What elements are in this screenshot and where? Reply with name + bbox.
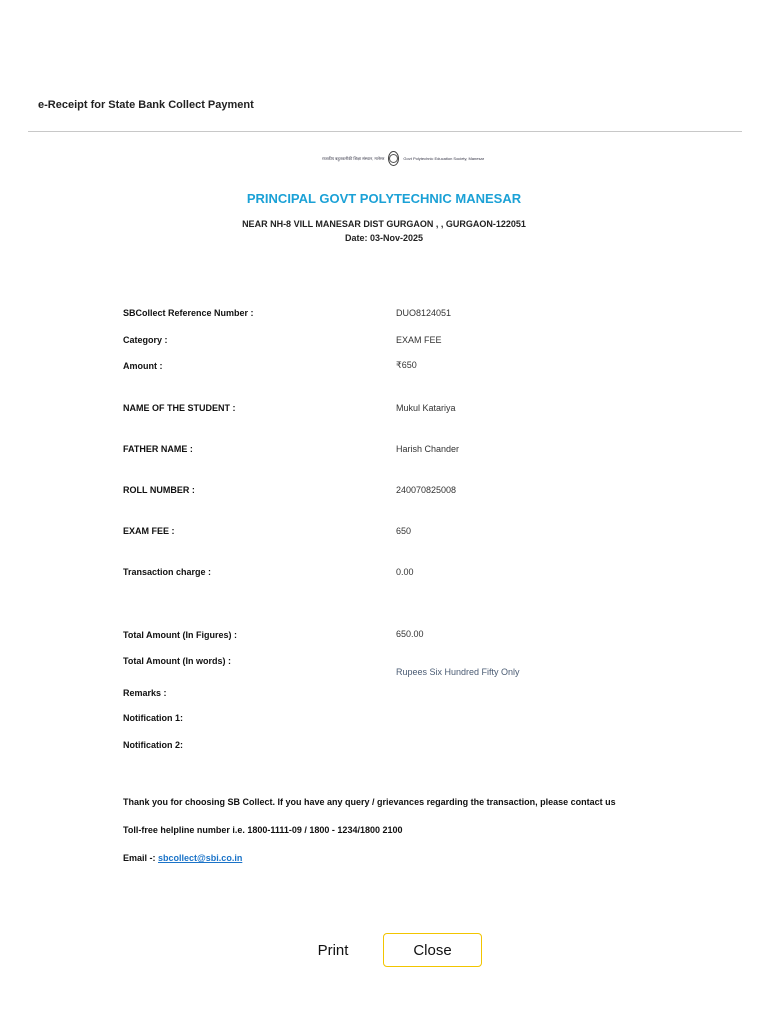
logo-text-left: राजकीय बहुतकनीकी शिक्षा संस्थान, मानेसर xyxy=(322,155,385,161)
email-link[interactable]: sbcollect@sbi.co.in xyxy=(158,853,243,863)
amount-label: Amount : xyxy=(123,361,163,371)
total-figures-label: Total Amount (In Figures) : xyxy=(123,630,237,640)
student-name-label: NAME OF THE STUDENT : xyxy=(123,403,236,413)
total-words-value: Rupees Six Hundred Fifty Only xyxy=(396,667,520,677)
total-figures-value: 650.00 xyxy=(396,629,424,639)
receipt-date: Date: 03-Nov-2025 xyxy=(344,233,424,243)
category-label: Category : xyxy=(123,335,168,345)
total-words-label: Total Amount (In words) : xyxy=(123,656,231,666)
roll-number-value: 240070825008 xyxy=(396,485,457,495)
student-name-value: Mukul Katariya xyxy=(396,403,456,413)
exam-fee-value: 650 xyxy=(396,526,412,536)
remarks-label: Remarks : xyxy=(123,688,167,698)
notification-1-label: Notification 1: xyxy=(123,713,183,723)
father-name-value: Harish Chander xyxy=(396,444,460,454)
email-label: Email -: xyxy=(123,853,159,863)
print-button[interactable]: Print xyxy=(304,934,362,966)
header-divider xyxy=(28,131,742,132)
logo-text-right: Govt Polytechnic Education Society, Manesar xyxy=(403,156,485,161)
amount-value: ₹650 xyxy=(396,360,417,370)
email-line xyxy=(123,853,242,863)
institution-name: PRINCIPAL GOVT POLYTECHNIC MANESAR xyxy=(246,191,522,206)
close-button[interactable]: Close xyxy=(383,933,482,967)
father-name-label: FATHER NAME : xyxy=(123,444,193,454)
ref-number-value: DUO8124051 xyxy=(396,308,452,318)
emblem-icon xyxy=(388,151,399,166)
category-value: EXAM FEE xyxy=(396,335,442,345)
roll-number-label: ROLL NUMBER : xyxy=(123,485,195,495)
institution-logo xyxy=(322,150,485,167)
institution-address: NEAR NH-8 VILL MANESAR DIST GURGAON , , GURGAON-122051 xyxy=(242,219,526,229)
ref-number-label: SBCollect Reference Number : xyxy=(123,308,254,318)
transaction-charge-label: Transaction charge : xyxy=(123,567,212,577)
transaction-charge-value: 0.00 xyxy=(396,567,414,577)
notification-2-label: Notification 2: xyxy=(123,740,183,750)
helpline-text: Toll-free helpline number i.e. 1800-1111-09 / 1800 - 1234/1800 2100 xyxy=(123,825,403,835)
thank-you-text: Thank you for choosing SB Collect. If you have any query / grievances regarding the transaction, please contact us xyxy=(123,797,616,807)
page-title: e-Receipt for State Bank Collect Payment xyxy=(38,99,254,111)
exam-fee-label: EXAM FEE : xyxy=(123,526,175,536)
